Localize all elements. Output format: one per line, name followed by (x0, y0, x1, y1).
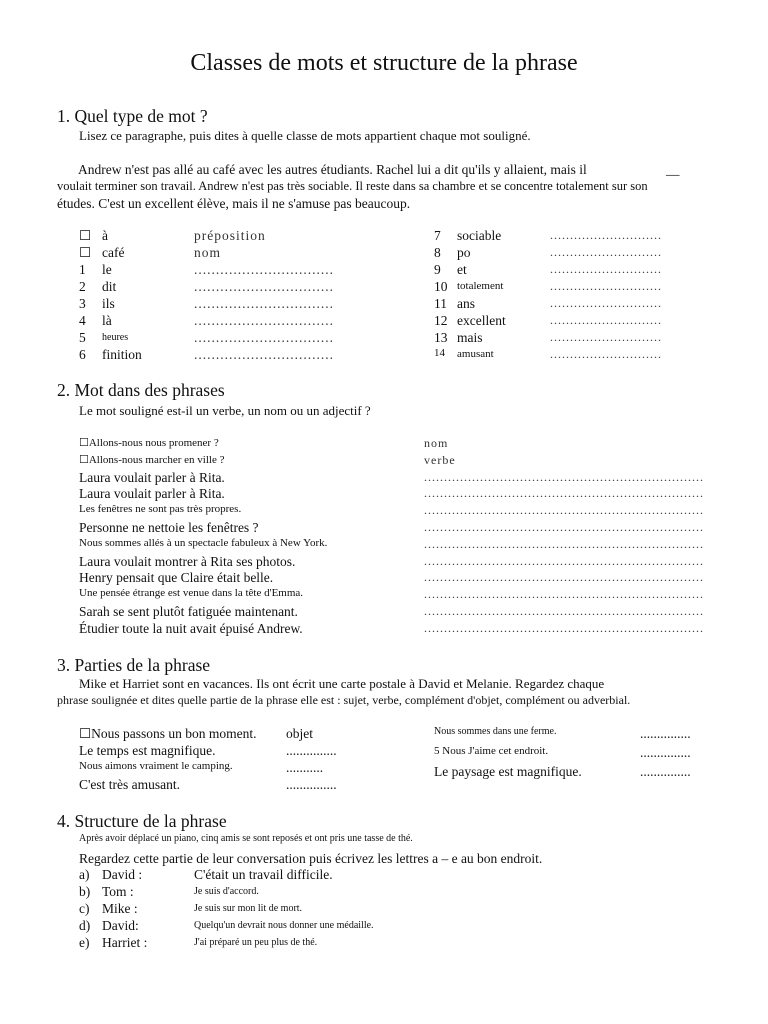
sentence: Laura voulait parler à Rita. (79, 469, 225, 485)
item-answer: ............................ (550, 296, 662, 310)
section-4-intro: Après avoir déplacé un piano, cinq amis se sont reposés et ont pris une tasse de thé. (79, 833, 413, 844)
item-number: 4 (79, 313, 86, 328)
speaker-line: J'ai préparé un peu plus de thé. (194, 937, 318, 948)
item-word: sociable (457, 228, 502, 243)
phrase: Nous sommes dans une ferme. (434, 726, 557, 737)
item-word: dit (102, 279, 117, 294)
item-number: 12 (434, 313, 448, 328)
answer: verbe (424, 452, 456, 467)
item-word: excellent (457, 313, 506, 328)
answer: ........... (286, 760, 324, 775)
answer: ...................................................................... (424, 520, 704, 534)
section-4-instructions: Regardez cette partie de leur conversation puis écrivez les lettres a – e au bon endroit. (79, 851, 543, 866)
paragraph-line-2: voulait terminer son travail. Andrew n'est pas très sociable. Il reste dans sa chambre et se concentre totalement sur son (57, 179, 648, 193)
paragraph-line-3: études. C'est un excellent élève, mais il ne s'amuse pas beaucoup. (57, 196, 411, 211)
item-number: 8 (434, 245, 441, 260)
sentence: Une pensée étrange est venue dans la tête d'Emma. (79, 587, 304, 600)
item-word: totalement (457, 280, 504, 292)
item-word: et (457, 262, 467, 277)
item-word: mais (457, 330, 483, 345)
sentence: Personne ne nettoie les fenêtres ? (79, 520, 259, 535)
item-word: finition (102, 347, 142, 362)
speaker-name: David : (102, 867, 143, 882)
item-answer: ............................ (550, 279, 662, 293)
phrase: C'est très amusant. (79, 777, 181, 792)
item-number: 6 (79, 347, 86, 362)
item-answer: nom (194, 245, 222, 260)
speaker-name: Tom : (102, 884, 134, 899)
item-word: ils (102, 296, 115, 311)
item-answer: ............................ (550, 313, 662, 327)
answer: ............... (640, 764, 691, 779)
item-word: amusant (457, 348, 494, 360)
item-letter: b) (79, 884, 91, 899)
item-letter: c) (79, 901, 90, 916)
item-answer: ............................ (550, 347, 662, 361)
item-number: 1 (79, 262, 86, 277)
item-number: 13 (434, 330, 448, 345)
answer: ...................................................................... (424, 486, 704, 501)
item-number: ☐ (79, 228, 92, 243)
item-word: ans (457, 296, 475, 311)
phrase: Le paysage est magnifique. (434, 764, 582, 779)
item-answer: ................................ (194, 347, 334, 362)
answer: ............... (640, 745, 691, 760)
sentence: Nous sommes allés à un spectacle fabuleux à New York. (79, 536, 328, 549)
section-1-instructions: Lisez ce paragraphe, puis dites à quelle classe de mots appartient chaque mot souligné. (79, 128, 531, 143)
item-number: 14 (434, 347, 445, 359)
item-answer: ................................ (194, 279, 334, 294)
paragraph-line-1: Andrew n'est pas allé au café avec les autres étudiants. Rachel lui a dit qu'ils y allaient, mais il (78, 162, 587, 177)
phrase: Le temps est magnifique. (79, 743, 216, 758)
speaker-name: Mike : (102, 901, 138, 916)
blank-underline: __ (666, 162, 680, 177)
answer: ...................................................................... (424, 604, 704, 618)
answer: ............... (286, 743, 337, 758)
sentence: Sarah se sent plutôt fatiguée maintenant. (79, 604, 298, 619)
section-3-instructions-2: phrase soulignée et dites quelle partie de la phrase elle est : sujet, verbe, complément d'objet, complément ou adverbial. (57, 693, 631, 707)
speaker-name: David: (102, 918, 139, 933)
answer: ...................................................................... (424, 469, 704, 484)
speaker-line: Je suis sur mon lit de mort. (194, 903, 303, 914)
item-answer: ............................ (550, 330, 662, 344)
item-number: ☐ (79, 245, 92, 260)
phrase: Nous aimons vraiment le camping. (79, 760, 233, 772)
speaker-line: Quelqu'un devrait nous donner une médaille. (194, 920, 374, 931)
item-word: café (102, 245, 125, 260)
item-letter: a) (79, 867, 90, 882)
phrase: ☐Nous passons un bon moment. (79, 726, 257, 741)
item-word: à (102, 228, 108, 243)
answer: ...................................................................... (424, 570, 704, 585)
item-answer: ................................ (194, 296, 334, 311)
sentence: Étudier toute la nuit avait épuisé Andrew. (79, 620, 303, 636)
item-letter: e) (79, 935, 90, 950)
phrase: 5 Nous J'aime cet endroit. (434, 745, 549, 757)
item-word: le (102, 262, 112, 277)
item-answer: préposition (194, 228, 266, 243)
item-number: 11 (434, 296, 447, 311)
answer: objet (286, 726, 313, 741)
item-letter: d) (79, 918, 91, 933)
section-1-heading: 1. Quel type de mot ? (57, 106, 208, 126)
section-4-heading: 4. Structure de la phrase (57, 811, 227, 831)
section-3-heading: 3. Parties de la phrase (57, 655, 211, 675)
speaker-line: C'était un travail difficile. (194, 867, 333, 882)
answer: nom (424, 436, 449, 450)
item-number: 5 (79, 330, 86, 345)
sentence: Laura voulait montrer à Rita ses photos. (79, 553, 296, 569)
sentence: Henry pensait que Claire était belle. (79, 570, 274, 586)
answer: ............... (640, 726, 691, 741)
section-2-instructions: Le mot souligné est-il un verbe, un nom ou un adjectif ? (79, 403, 371, 418)
sentence: ☐Allons-nous nous promener ? (79, 437, 219, 449)
speaker-name: Harriet : (102, 935, 148, 950)
item-word: là (102, 313, 112, 328)
answer: ...................................................................... (424, 620, 704, 635)
answer: ...................................................................... (424, 587, 704, 602)
speaker-line: Je suis d'accord. (194, 886, 259, 897)
item-number: 10 (434, 279, 448, 294)
item-word: heures (102, 332, 129, 343)
item-number: 7 (434, 228, 441, 243)
item-answer: ................................ (194, 262, 334, 277)
item-answer: ............................ (550, 228, 662, 242)
item-number: 9 (434, 262, 441, 277)
item-word: po (457, 245, 471, 260)
item-number: 3 (79, 296, 86, 311)
section-3-instructions-1: Mike et Harriet sont en vacances. Ils ont écrit une carte postale à David et Melanie. Regardez chaque (79, 676, 605, 691)
answer: ...................................................................... (424, 553, 704, 568)
answer: ...................................................................... (424, 503, 704, 518)
section-2-heading: 2. Mot dans des phrases (57, 380, 225, 400)
item-answer: ................................ (194, 330, 334, 345)
answer: ...................................................................... (424, 536, 704, 551)
sentence: Laura voulait parler à Rita. (79, 486, 225, 502)
item-answer: ............................ (550, 245, 662, 259)
item-answer: ............................ (550, 262, 662, 276)
sentence: Les fenêtres ne sont pas très propres. (79, 503, 242, 516)
item-answer: ................................ (194, 313, 334, 328)
item-number: 2 (79, 279, 86, 294)
page-title: Classes de mots et structure de la phrase (190, 50, 578, 76)
answer: ............... (286, 777, 337, 792)
sentence: ☐Allons-nous marcher en ville ? (79, 453, 225, 466)
